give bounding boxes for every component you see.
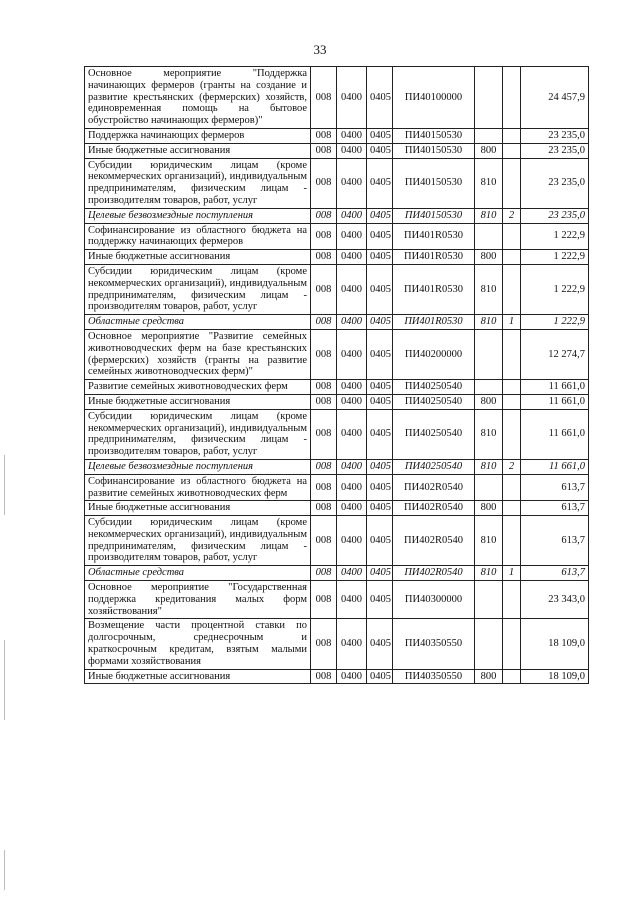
section-code: 0400 (337, 516, 367, 566)
expense-type-code (475, 223, 503, 250)
row-name: Софинансирование из областного бюджета на развитие семейных животноводческих ферм (85, 474, 311, 501)
target-article-code: ПИ402R0540 (393, 474, 475, 501)
subsection-code: 0405 (367, 208, 393, 223)
amount: 11 661,0 (521, 394, 589, 409)
amount: 613,7 (521, 566, 589, 581)
page-number: 33 (313, 42, 327, 57)
table-row (85, 581, 589, 619)
scan-edge-mark (4, 455, 5, 515)
table-row (85, 516, 589, 566)
amount: 1 222,9 (521, 250, 589, 265)
ministry-code: 008 (311, 669, 337, 684)
ministry-code: 008 (311, 516, 337, 566)
target-article-code: ПИ40150530 (393, 208, 475, 223)
subsection-code: 0405 (367, 516, 393, 566)
subsection-code: 0405 (367, 501, 393, 516)
row-name: Целевые безвозмездные поступления (85, 459, 311, 474)
table-row (85, 474, 589, 501)
funding-source-code: 2 (503, 208, 521, 223)
target-article-code: ПИ40350550 (393, 619, 475, 669)
row-name: Поддержка начинающих фермеров (85, 128, 311, 143)
ministry-code: 008 (311, 315, 337, 330)
row-name: Целевые безвозмездные поступления (85, 208, 311, 223)
subsection-code: 0405 (367, 158, 393, 208)
ministry-code: 008 (311, 581, 337, 619)
table-row (85, 394, 589, 409)
scan-edge-mark (4, 640, 5, 720)
funding-source-code: 2 (503, 459, 521, 474)
section-code: 0400 (337, 143, 367, 158)
section-code: 0400 (337, 158, 367, 208)
section-code: 0400 (337, 329, 367, 379)
table-row (85, 380, 589, 395)
row-name: Иные бюджетные ассигнования (85, 250, 311, 265)
subsection-code: 0405 (367, 223, 393, 250)
ministry-code: 008 (311, 619, 337, 669)
expense-type-code (475, 619, 503, 669)
expense-type-code (475, 67, 503, 129)
subsection-code: 0405 (367, 581, 393, 619)
section-code: 0400 (337, 619, 367, 669)
funding-source-code (503, 250, 521, 265)
table-row (85, 264, 589, 314)
target-article-code: ПИ401R0530 (393, 264, 475, 314)
table-row (85, 250, 589, 265)
expense-type-code: 810 (475, 264, 503, 314)
ministry-code: 008 (311, 474, 337, 501)
table-row (85, 329, 589, 379)
expense-type-code: 810 (475, 459, 503, 474)
funding-source-code (503, 409, 521, 459)
target-article-code: ПИ401R0530 (393, 250, 475, 265)
ministry-code: 008 (311, 394, 337, 409)
table-row (85, 315, 589, 330)
expense-type-code: 810 (475, 208, 503, 223)
target-article-code: ПИ40250540 (393, 380, 475, 395)
target-article-code: ПИ401R0530 (393, 315, 475, 330)
amount: 23 235,0 (521, 143, 589, 158)
ministry-code: 008 (311, 143, 337, 158)
subsection-code: 0405 (367, 409, 393, 459)
funding-source-code: 1 (503, 315, 521, 330)
subsection-code: 0405 (367, 459, 393, 474)
target-article-code: ПИ401R0530 (393, 223, 475, 250)
funding-source-code (503, 581, 521, 619)
ministry-code: 008 (311, 501, 337, 516)
ministry-code: 008 (311, 264, 337, 314)
amount: 23 235,0 (521, 208, 589, 223)
row-name: Иные бюджетные ассигнования (85, 501, 311, 516)
amount: 18 109,0 (521, 669, 589, 684)
subsection-code: 0405 (367, 315, 393, 330)
ministry-code: 008 (311, 250, 337, 265)
budget-table (84, 66, 589, 684)
ministry-code: 008 (311, 223, 337, 250)
funding-source-code (503, 128, 521, 143)
row-name: Основное мероприятие "Государственная поддержка кредитования малых форм хозяйствования" (85, 581, 311, 619)
table-row (85, 67, 589, 129)
expense-type-code: 800 (475, 501, 503, 516)
row-name: Иные бюджетные ассигнования (85, 394, 311, 409)
table-row (85, 143, 589, 158)
subsection-code: 0405 (367, 143, 393, 158)
expense-type-code: 810 (475, 315, 503, 330)
target-article-code: ПИ40250540 (393, 459, 475, 474)
table-row (85, 619, 589, 669)
target-article-code: ПИ40150530 (393, 158, 475, 208)
row-name: Субсидии юридическим лицам (кроме некоммерческих организаций), индивидуальным предпринимателям, физическим лицам - производителям товаров, работ, услуг (85, 158, 311, 208)
amount: 613,7 (521, 474, 589, 501)
section-code: 0400 (337, 501, 367, 516)
subsection-code: 0405 (367, 566, 393, 581)
section-code: 0400 (337, 315, 367, 330)
row-name: Иные бюджетные ассигнования (85, 143, 311, 158)
funding-source-code (503, 67, 521, 129)
ministry-code: 008 (311, 329, 337, 379)
table-row (85, 208, 589, 223)
subsection-code: 0405 (367, 474, 393, 501)
funding-source-code (503, 394, 521, 409)
expense-type-code (475, 329, 503, 379)
row-name: Иные бюджетные ассигнования (85, 669, 311, 684)
ministry-code: 008 (311, 566, 337, 581)
section-code: 0400 (337, 409, 367, 459)
expense-type-code (475, 581, 503, 619)
amount: 23 235,0 (521, 128, 589, 143)
expense-type-code: 810 (475, 158, 503, 208)
funding-source-code: 1 (503, 566, 521, 581)
amount: 11 661,0 (521, 380, 589, 395)
row-name: Возмещение части процентной ставки по долгосрочным, среднесрочным и краткосрочным кредитам, взятым малыми формами хозяйствования (85, 619, 311, 669)
target-article-code: ПИ40200000 (393, 329, 475, 379)
amount: 1 222,9 (521, 223, 589, 250)
funding-source-code (503, 143, 521, 158)
funding-source-code (503, 329, 521, 379)
section-code: 0400 (337, 394, 367, 409)
row-name: Областные средства (85, 566, 311, 581)
funding-source-code (503, 474, 521, 501)
ministry-code: 008 (311, 208, 337, 223)
amount: 12 274,7 (521, 329, 589, 379)
section-code: 0400 (337, 566, 367, 581)
subsection-code: 0405 (367, 619, 393, 669)
subsection-code: 0405 (367, 329, 393, 379)
ministry-code: 008 (311, 459, 337, 474)
section-code: 0400 (337, 581, 367, 619)
expense-type-code: 800 (475, 394, 503, 409)
funding-source-code (503, 158, 521, 208)
funding-source-code (503, 619, 521, 669)
expense-type-code (475, 474, 503, 501)
expense-type-code (475, 128, 503, 143)
row-name: Субсидии юридическим лицам (кроме некоммерческих организаций), индивидуальным предпринимателям, физическим лицам - производителям товаров, работ, услуг (85, 516, 311, 566)
amount: 11 661,0 (521, 409, 589, 459)
section-code: 0400 (337, 67, 367, 129)
row-name: Софинансирование из областного бюджета на поддержку начинающих фермеров (85, 223, 311, 250)
target-article-code: ПИ40250540 (393, 394, 475, 409)
target-article-code: ПИ40300000 (393, 581, 475, 619)
amount: 1 222,9 (521, 264, 589, 314)
target-article-code: ПИ40150530 (393, 143, 475, 158)
subsection-code: 0405 (367, 380, 393, 395)
row-name: Развитие семейных животноводческих ферм (85, 380, 311, 395)
amount: 11 661,0 (521, 459, 589, 474)
section-code: 0400 (337, 208, 367, 223)
amount: 23 235,0 (521, 158, 589, 208)
funding-source-code (503, 516, 521, 566)
amount: 613,7 (521, 501, 589, 516)
ministry-code: 008 (311, 409, 337, 459)
table-row (85, 566, 589, 581)
row-name: Областные средства (85, 315, 311, 330)
funding-source-code (503, 501, 521, 516)
ministry-code: 008 (311, 67, 337, 129)
amount: 24 457,9 (521, 67, 589, 129)
table-row (85, 128, 589, 143)
table-row (85, 409, 589, 459)
table-row (85, 459, 589, 474)
expense-type-code: 810 (475, 566, 503, 581)
row-name: Основное мероприятие "Поддержка начинающих фермеров (гранты на создание и развитие крестьянских (фермерских) хозяйств, единовременная помощь на бытовое обустройство начинающих фермеров)" (85, 67, 311, 129)
ministry-code: 008 (311, 158, 337, 208)
section-code: 0400 (337, 250, 367, 265)
ministry-code: 008 (311, 128, 337, 143)
row-name: Субсидии юридическим лицам (кроме некоммерческих организаций), индивидуальным предпринимателям, физическим лицам - производителям товаров, работ, услуг (85, 409, 311, 459)
section-code: 0400 (337, 669, 367, 684)
budget-table-body (85, 67, 589, 684)
target-article-code: ПИ402R0540 (393, 501, 475, 516)
expense-type-code: 800 (475, 250, 503, 265)
expense-type-code (475, 380, 503, 395)
subsection-code: 0405 (367, 67, 393, 129)
section-code: 0400 (337, 223, 367, 250)
subsection-code: 0405 (367, 264, 393, 314)
subsection-code: 0405 (367, 669, 393, 684)
section-code: 0400 (337, 380, 367, 395)
funding-source-code (503, 223, 521, 250)
table-row (85, 501, 589, 516)
funding-source-code (503, 669, 521, 684)
section-code: 0400 (337, 459, 367, 474)
section-code: 0400 (337, 128, 367, 143)
row-name: Субсидии юридическим лицам (кроме некоммерческих организаций), индивидуальным предпринимателям, физическим лицам - производителям товаров, работ, услуг (85, 264, 311, 314)
amount: 613,7 (521, 516, 589, 566)
target-article-code: ПИ402R0540 (393, 566, 475, 581)
target-article-code: ПИ40250540 (393, 409, 475, 459)
amount: 1 222,9 (521, 315, 589, 330)
expense-type-code: 810 (475, 516, 503, 566)
subsection-code: 0405 (367, 250, 393, 265)
target-article-code: ПИ40350550 (393, 669, 475, 684)
subsection-code: 0405 (367, 128, 393, 143)
section-code: 0400 (337, 474, 367, 501)
row-name: Основное мероприятие "Развитие семейных животноводческих ферм на базе крестьянских (фермерских) хозяйств (гранты на развитие семейных животноводческих ферм)" (85, 329, 311, 379)
amount: 23 343,0 (521, 581, 589, 619)
target-article-code: ПИ402R0540 (393, 516, 475, 566)
funding-source-code (503, 380, 521, 395)
subsection-code: 0405 (367, 394, 393, 409)
amount: 18 109,0 (521, 619, 589, 669)
scan-edge-mark (4, 850, 5, 890)
target-article-code: ПИ40100000 (393, 67, 475, 129)
expense-type-code: 800 (475, 143, 503, 158)
table-row (85, 223, 589, 250)
expense-type-code: 810 (475, 409, 503, 459)
table-row (85, 669, 589, 684)
target-article-code: ПИ40150530 (393, 128, 475, 143)
expense-type-code: 800 (475, 669, 503, 684)
table-row (85, 158, 589, 208)
ministry-code: 008 (311, 380, 337, 395)
section-code: 0400 (337, 264, 367, 314)
funding-source-code (503, 264, 521, 314)
